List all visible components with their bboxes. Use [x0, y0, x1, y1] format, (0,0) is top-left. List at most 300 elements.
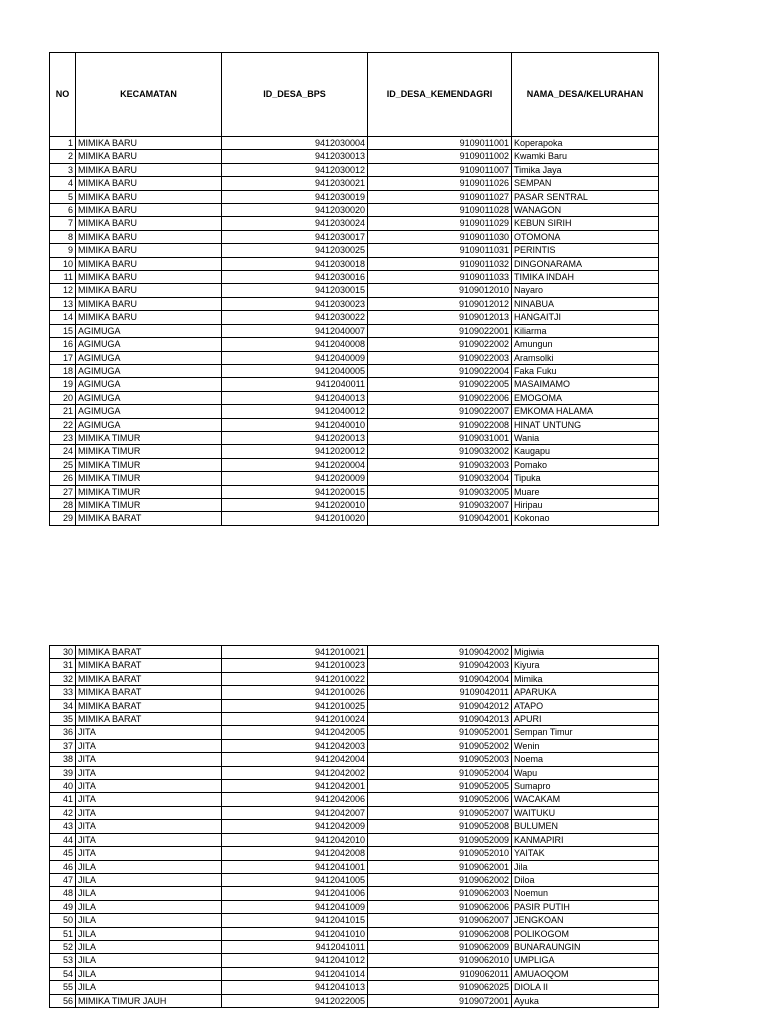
cell-kecamatan: JILA — [76, 900, 222, 913]
cell-id-desa-kemendagri: 9109011001 — [368, 137, 512, 150]
cell-kecamatan: AGIMUGA — [76, 364, 222, 377]
cell-id-desa-kemendagri: 9109052007 — [368, 806, 512, 819]
cell-no: 24 — [50, 445, 76, 458]
cell-id-desa-kemendagri: 9109032002 — [368, 445, 512, 458]
cell-kecamatan: MIMIKA BARAT — [76, 686, 222, 699]
table-row — [50, 981, 659, 994]
cell-id-desa-kemendagri: 9109062003 — [368, 887, 512, 900]
cell-id-desa-kemendagri: 9109022001 — [368, 324, 512, 337]
cell-kecamatan: JITA — [76, 726, 222, 739]
cell-id-desa-kemendagri: 9109022007 — [368, 405, 512, 418]
cell-no: 52 — [50, 940, 76, 953]
table-row — [50, 753, 659, 766]
cell-no: 27 — [50, 485, 76, 498]
cell-id-desa-bps: 9412041011 — [222, 940, 368, 953]
cell-nama-desa: KEBUN SIRIH — [512, 217, 659, 230]
cell-no: 50 — [50, 914, 76, 927]
cell-kecamatan: AGIMUGA — [76, 391, 222, 404]
cell-id-desa-bps: 9412020015 — [222, 485, 368, 498]
cell-no: 31 — [50, 659, 76, 672]
cell-id-desa-kemendagri: 9109042002 — [368, 646, 512, 659]
cell-nama-desa: Migiwia — [512, 646, 659, 659]
cell-no: 25 — [50, 458, 76, 471]
cell-nama-desa: SEMPAN — [512, 177, 659, 190]
cell-nama-desa: HINAT UNTUNG — [512, 418, 659, 431]
cell-id-desa-kemendagri: 9109022005 — [368, 378, 512, 391]
cell-nama-desa: Koperapoka — [512, 137, 659, 150]
cell-no: 54 — [50, 967, 76, 980]
cell-kecamatan: JITA — [76, 833, 222, 846]
cell-kecamatan: AGIMUGA — [76, 338, 222, 351]
cell-id-desa-kemendagri: 9109011007 — [368, 163, 512, 176]
cell-no: 9 — [50, 244, 76, 257]
cell-no: 37 — [50, 739, 76, 752]
cell-id-desa-bps: 9412030013 — [222, 150, 368, 163]
cell-kecamatan: JILA — [76, 954, 222, 967]
cell-id-desa-bps: 9412040013 — [222, 391, 368, 404]
cell-no: 20 — [50, 391, 76, 404]
table-row — [50, 820, 659, 833]
cell-kecamatan: JITA — [76, 753, 222, 766]
cell-id-desa-bps: 9412010023 — [222, 659, 368, 672]
cell-no: 6 — [50, 204, 76, 217]
cell-kecamatan: MIMIKA BARU — [76, 190, 222, 203]
cell-nama-desa: Kiyura — [512, 659, 659, 672]
cell-id-desa-kemendagri: 9109032007 — [368, 498, 512, 511]
cell-nama-desa: Aramsolki — [512, 351, 659, 364]
cell-kecamatan: MIMIKA BARU — [76, 311, 222, 324]
header-nama-desa: NAMA_DESA/KELURAHAN — [512, 53, 659, 137]
cell-no: 23 — [50, 431, 76, 444]
cell-nama-desa: WANAGON — [512, 204, 659, 217]
cell-id-desa-kemendagri: 9109072001 — [368, 994, 512, 1007]
cell-id-desa-kemendagri: 9109011002 — [368, 150, 512, 163]
cell-id-desa-kemendagri: 9109011030 — [368, 230, 512, 243]
cell-id-desa-kemendagri: 9109032003 — [368, 458, 512, 471]
cell-no: 1 — [50, 137, 76, 150]
cell-id-desa-kemendagri: 9109052002 — [368, 739, 512, 752]
table-row — [50, 914, 659, 927]
table-row — [50, 833, 659, 846]
cell-kecamatan: JITA — [76, 820, 222, 833]
cell-id-desa-kemendagri: 9109042004 — [368, 672, 512, 685]
cell-id-desa-kemendagri: 9109011027 — [368, 190, 512, 203]
cell-id-desa-kemendagri: 9109012012 — [368, 297, 512, 310]
cell-kecamatan: MIMIKA TIMUR — [76, 445, 222, 458]
cell-id-desa-kemendagri: 9109011026 — [368, 177, 512, 190]
cell-nama-desa: PASAR SENTRAL — [512, 190, 659, 203]
table-row — [50, 940, 659, 953]
cell-nama-desa: WACAKAM — [512, 793, 659, 806]
cell-id-desa-kemendagri: 9109022002 — [368, 338, 512, 351]
table-row — [50, 713, 659, 726]
cell-id-desa-bps: 9412040012 — [222, 405, 368, 418]
cell-id-desa-kemendagri: 9109062006 — [368, 900, 512, 913]
cell-no: 45 — [50, 847, 76, 860]
table-row — [50, 847, 659, 860]
cell-nama-desa: MASAIMAMO — [512, 378, 659, 391]
cell-kecamatan: AGIMUGA — [76, 405, 222, 418]
table-row — [50, 190, 659, 203]
cell-nama-desa: JENGKOAN — [512, 914, 659, 927]
cell-no: 16 — [50, 338, 76, 351]
table-row — [50, 458, 659, 471]
cell-kecamatan: JILA — [76, 981, 222, 994]
table-row — [50, 994, 659, 1007]
cell-nama-desa: PERINTIS — [512, 244, 659, 257]
cell-id-desa-bps: 9412042004 — [222, 753, 368, 766]
cell-id-desa-bps: 9412020009 — [222, 472, 368, 485]
table-row — [50, 230, 659, 243]
cell-id-desa-bps: 9412042008 — [222, 847, 368, 860]
cell-id-desa-kemendagri: 9109052008 — [368, 820, 512, 833]
cell-nama-desa: Pomako — [512, 458, 659, 471]
header-no: NO — [50, 53, 76, 137]
cell-nama-desa: BULUMEN — [512, 820, 659, 833]
table-row — [50, 204, 659, 217]
cell-id-desa-kemendagri: 9109011033 — [368, 271, 512, 284]
cell-id-desa-kemendagri: 9109052010 — [368, 847, 512, 860]
cell-kecamatan: AGIMUGA — [76, 378, 222, 391]
cell-kecamatan: JITA — [76, 806, 222, 819]
cell-id-desa-bps: 9412041009 — [222, 900, 368, 913]
cell-kecamatan: JITA — [76, 780, 222, 793]
cell-kecamatan: JILA — [76, 914, 222, 927]
cell-kecamatan: MIMIKA BARAT — [76, 713, 222, 726]
table-row — [50, 967, 659, 980]
cell-id-desa-kemendagri: 9109062025 — [368, 981, 512, 994]
cell-id-desa-bps: 9412010020 — [222, 512, 368, 525]
cell-no: 7 — [50, 217, 76, 230]
table-body — [50, 137, 659, 526]
cell-nama-desa: PASIR PUTIH — [512, 900, 659, 913]
cell-id-desa-kemendagri: 9109062001 — [368, 860, 512, 873]
cell-kecamatan: JITA — [76, 847, 222, 860]
cell-no: 32 — [50, 672, 76, 685]
cell-id-desa-bps: 9412022005 — [222, 994, 368, 1007]
cell-nama-desa: Diloa — [512, 873, 659, 886]
table-row — [50, 338, 659, 351]
cell-no: 8 — [50, 230, 76, 243]
cell-no: 46 — [50, 860, 76, 873]
table-row — [50, 472, 659, 485]
cell-kecamatan: MIMIKA BARU — [76, 204, 222, 217]
cell-kecamatan: JITA — [76, 766, 222, 779]
table-row — [50, 364, 659, 377]
cell-nama-desa: Hiripau — [512, 498, 659, 511]
cell-nama-desa: YAITAK — [512, 847, 659, 860]
cell-id-desa-kemendagri: 9109062008 — [368, 927, 512, 940]
cell-id-desa-kemendagri: 9109011032 — [368, 257, 512, 270]
cell-id-desa-kemendagri: 9109032004 — [368, 472, 512, 485]
cell-nama-desa: ATAPO — [512, 699, 659, 712]
table-row — [50, 257, 659, 270]
cell-id-desa-bps: 9412010024 — [222, 713, 368, 726]
cell-id-desa-bps: 9412030018 — [222, 257, 368, 270]
cell-no: 56 — [50, 994, 76, 1007]
cell-id-desa-bps: 9412041015 — [222, 914, 368, 927]
cell-id-desa-bps: 9412042005 — [222, 726, 368, 739]
cell-id-desa-bps: 9412030020 — [222, 204, 368, 217]
cell-nama-desa: WAITUKU — [512, 806, 659, 819]
cell-nama-desa: Kokonao — [512, 512, 659, 525]
cell-nama-desa: HANGAITJI — [512, 311, 659, 324]
cell-nama-desa: KANMAPIRI — [512, 833, 659, 846]
cell-id-desa-kemendagri: 9109042003 — [368, 659, 512, 672]
cell-no: 29 — [50, 512, 76, 525]
cell-nama-desa: Wania — [512, 431, 659, 444]
cell-id-desa-bps: 9412030015 — [222, 284, 368, 297]
cell-id-desa-bps: 9412010021 — [222, 646, 368, 659]
cell-id-desa-bps: 9412041012 — [222, 954, 368, 967]
cell-id-desa-kemendagri: 9109022003 — [368, 351, 512, 364]
cell-no: 36 — [50, 726, 76, 739]
cell-id-desa-kemendagri: 9109042013 — [368, 713, 512, 726]
cell-id-desa-bps: 9412042007 — [222, 806, 368, 819]
cell-kecamatan: MIMIKA BARU — [76, 230, 222, 243]
cell-id-desa-bps: 9412041013 — [222, 981, 368, 994]
cell-nama-desa: Timika Jaya — [512, 163, 659, 176]
table-row — [50, 311, 659, 324]
cell-kecamatan: MIMIKA BARU — [76, 137, 222, 150]
cell-id-desa-bps: 9412030025 — [222, 244, 368, 257]
cell-kecamatan: MIMIKA BARU — [76, 163, 222, 176]
cell-id-desa-bps: 9412040009 — [222, 351, 368, 364]
cell-kecamatan: MIMIKA TIMUR — [76, 458, 222, 471]
cell-nama-desa: Kwamki Baru — [512, 150, 659, 163]
table-row — [50, 271, 659, 284]
cell-no: 44 — [50, 833, 76, 846]
cell-no: 10 — [50, 257, 76, 270]
cell-id-desa-kemendagri: 9109011029 — [368, 217, 512, 230]
cell-kecamatan: JILA — [76, 967, 222, 980]
cell-id-desa-bps: 9412041001 — [222, 860, 368, 873]
cell-kecamatan: MIMIKA BARU — [76, 257, 222, 270]
cell-no: 17 — [50, 351, 76, 364]
cell-nama-desa: EMKOMA HALAMA — [512, 405, 659, 418]
cell-id-desa-bps: 9412020013 — [222, 431, 368, 444]
cell-kecamatan: MIMIKA BARAT — [76, 512, 222, 525]
cell-id-desa-kemendagri: 9109062007 — [368, 914, 512, 927]
cell-nama-desa: Kiliarma — [512, 324, 659, 337]
cell-id-desa-kemendagri: 9109032005 — [368, 485, 512, 498]
cell-no: 15 — [50, 324, 76, 337]
cell-no: 34 — [50, 699, 76, 712]
table-row — [50, 418, 659, 431]
cell-nama-desa: Noemun — [512, 887, 659, 900]
cell-kecamatan: JITA — [76, 793, 222, 806]
cell-no: 12 — [50, 284, 76, 297]
cell-id-desa-bps: 9412042003 — [222, 739, 368, 752]
cell-kecamatan: MIMIKA TIMUR JAUH — [76, 994, 222, 1007]
cell-no: 48 — [50, 887, 76, 900]
cell-id-desa-kemendagri: 9109011031 — [368, 244, 512, 257]
table-row — [50, 150, 659, 163]
cell-nama-desa: Ayuka — [512, 994, 659, 1007]
table-row — [50, 244, 659, 257]
cell-id-desa-kemendagri: 9109052009 — [368, 833, 512, 846]
cell-nama-desa: Sumapro — [512, 780, 659, 793]
cell-id-desa-bps: 9412042006 — [222, 793, 368, 806]
cell-no: 51 — [50, 927, 76, 940]
cell-kecamatan: MIMIKA BARU — [76, 284, 222, 297]
cell-no: 39 — [50, 766, 76, 779]
cell-kecamatan: MIMIKA BARAT — [76, 699, 222, 712]
table-row — [50, 485, 659, 498]
cell-id-desa-kemendagri: 9109022006 — [368, 391, 512, 404]
table-body — [50, 646, 659, 1008]
cell-no: 42 — [50, 806, 76, 819]
table-row — [50, 137, 659, 150]
cell-kecamatan: JILA — [76, 927, 222, 940]
header-kecamatan: KECAMATAN — [76, 53, 222, 137]
cell-nama-desa: Nayaro — [512, 284, 659, 297]
cell-id-desa-kemendagri: 9109031001 — [368, 431, 512, 444]
cell-id-desa-bps: 9412042001 — [222, 780, 368, 793]
cell-nama-desa: OTOMONA — [512, 230, 659, 243]
table-row — [50, 686, 659, 699]
cell-id-desa-bps: 9412040011 — [222, 378, 368, 391]
cell-kecamatan: JITA — [76, 739, 222, 752]
table-row — [50, 284, 659, 297]
cell-nama-desa: DIOLA II — [512, 981, 659, 994]
cell-nama-desa: Mimika — [512, 672, 659, 685]
cell-nama-desa: Kaugapu — [512, 445, 659, 458]
cell-id-desa-bps: 9412040010 — [222, 418, 368, 431]
cell-id-desa-kemendagri: 9109062009 — [368, 940, 512, 953]
cell-id-desa-bps: 9412041006 — [222, 887, 368, 900]
cell-id-desa-bps: 9412041005 — [222, 873, 368, 886]
cell-nama-desa: TIMIKA INDAH — [512, 271, 659, 284]
cell-no: 55 — [50, 981, 76, 994]
table-row — [50, 954, 659, 967]
cell-nama-desa: UMPLIGA — [512, 954, 659, 967]
table-row — [50, 873, 659, 886]
cell-nama-desa: NINABUA — [512, 297, 659, 310]
cell-nama-desa: BUNARAUNGIN — [512, 940, 659, 953]
cell-id-desa-bps: 9412041014 — [222, 967, 368, 980]
table-row — [50, 887, 659, 900]
cell-kecamatan: MIMIKA BARU — [76, 244, 222, 257]
table-row — [50, 739, 659, 752]
cell-kecamatan: MIMIKA TIMUR — [76, 472, 222, 485]
cell-id-desa-bps: 9412030024 — [222, 217, 368, 230]
cell-no: 14 — [50, 311, 76, 324]
cell-id-desa-bps: 9412041010 — [222, 927, 368, 940]
cell-id-desa-bps: 9412030016 — [222, 271, 368, 284]
cell-no: 13 — [50, 297, 76, 310]
cell-id-desa-kemendagri: 9109062010 — [368, 954, 512, 967]
header-id-desa-bps: ID_DESA_BPS — [222, 53, 368, 137]
cell-id-desa-bps: 9412030017 — [222, 230, 368, 243]
cell-nama-desa: Wenin — [512, 739, 659, 752]
cell-kecamatan: AGIMUGA — [76, 418, 222, 431]
table-row — [50, 391, 659, 404]
cell-id-desa-bps: 9412040005 — [222, 364, 368, 377]
cell-kecamatan: MIMIKA BARU — [76, 271, 222, 284]
cell-nama-desa: Jila — [512, 860, 659, 873]
cell-no: 49 — [50, 900, 76, 913]
cell-id-desa-kemendagri: 9109062011 — [368, 967, 512, 980]
cell-no: 28 — [50, 498, 76, 511]
cell-nama-desa: Noema — [512, 753, 659, 766]
cell-nama-desa: Muare — [512, 485, 659, 498]
cell-nama-desa: DINGONARAMA — [512, 257, 659, 270]
cell-id-desa-bps: 9412042010 — [222, 833, 368, 846]
cell-id-desa-kemendagri: 9109042001 — [368, 512, 512, 525]
cell-id-desa-bps: 9412030022 — [222, 311, 368, 324]
cell-kecamatan: JILA — [76, 940, 222, 953]
cell-no: 53 — [50, 954, 76, 967]
cell-kecamatan: MIMIKA TIMUR — [76, 431, 222, 444]
table-row — [50, 699, 659, 712]
cell-id-desa-bps: 9412030012 — [222, 163, 368, 176]
cell-kecamatan: MIMIKA BARU — [76, 177, 222, 190]
cell-id-desa-bps: 9412042002 — [222, 766, 368, 779]
cell-nama-desa: Sempan Timur — [512, 726, 659, 739]
cell-kecamatan: MIMIKA BARU — [76, 297, 222, 310]
table-row — [50, 900, 659, 913]
cell-no: 22 — [50, 418, 76, 431]
cell-id-desa-bps: 9412040007 — [222, 324, 368, 337]
table-row — [50, 378, 659, 391]
cell-nama-desa: Faka Fuku — [512, 364, 659, 377]
table-row — [50, 405, 659, 418]
table-row — [50, 445, 659, 458]
cell-id-desa-kemendagri: 9109042012 — [368, 699, 512, 712]
table-row — [50, 163, 659, 176]
cell-nama-desa: EMOGOMA — [512, 391, 659, 404]
cell-nama-desa: AMUAOQOM — [512, 967, 659, 980]
cell-id-desa-kemendagri: 9109042011 — [368, 686, 512, 699]
cell-kecamatan: JILA — [76, 860, 222, 873]
cell-id-desa-kemendagri: 9109052004 — [368, 766, 512, 779]
cell-no: 3 — [50, 163, 76, 176]
cell-kecamatan: MIMIKA BARAT — [76, 672, 222, 685]
table-row — [50, 766, 659, 779]
cell-nama-desa: Tipuka — [512, 472, 659, 485]
table-row — [50, 498, 659, 511]
cell-no: 43 — [50, 820, 76, 833]
table-row — [50, 431, 659, 444]
table-row — [50, 927, 659, 940]
table-row — [50, 672, 659, 685]
cell-id-desa-kemendagri: 9109012013 — [368, 311, 512, 324]
cell-no: 41 — [50, 793, 76, 806]
table-row — [50, 351, 659, 364]
cell-id-desa-kemendagri: 9109012010 — [368, 284, 512, 297]
cell-no: 40 — [50, 780, 76, 793]
cell-no: 47 — [50, 873, 76, 886]
cell-no: 11 — [50, 271, 76, 284]
table-row — [50, 860, 659, 873]
cell-id-desa-bps: 9412040008 — [222, 338, 368, 351]
cell-kecamatan: JILA — [76, 887, 222, 900]
cell-id-desa-kemendagri: 9109052006 — [368, 793, 512, 806]
cell-kecamatan: MIMIKA BARAT — [76, 659, 222, 672]
header-row — [50, 53, 659, 137]
cell-no: 38 — [50, 753, 76, 766]
cell-kecamatan: MIMIKA TIMUR — [76, 485, 222, 498]
cell-id-desa-bps: 9412010022 — [222, 672, 368, 685]
cell-id-desa-kemendagri: 9109022004 — [368, 364, 512, 377]
cell-id-desa-kemendagri: 9109052005 — [368, 780, 512, 793]
table-row — [50, 297, 659, 310]
cell-kecamatan: MIMIKA BARU — [76, 217, 222, 230]
cell-no: 18 — [50, 364, 76, 377]
cell-no: 30 — [50, 646, 76, 659]
table-row — [50, 177, 659, 190]
